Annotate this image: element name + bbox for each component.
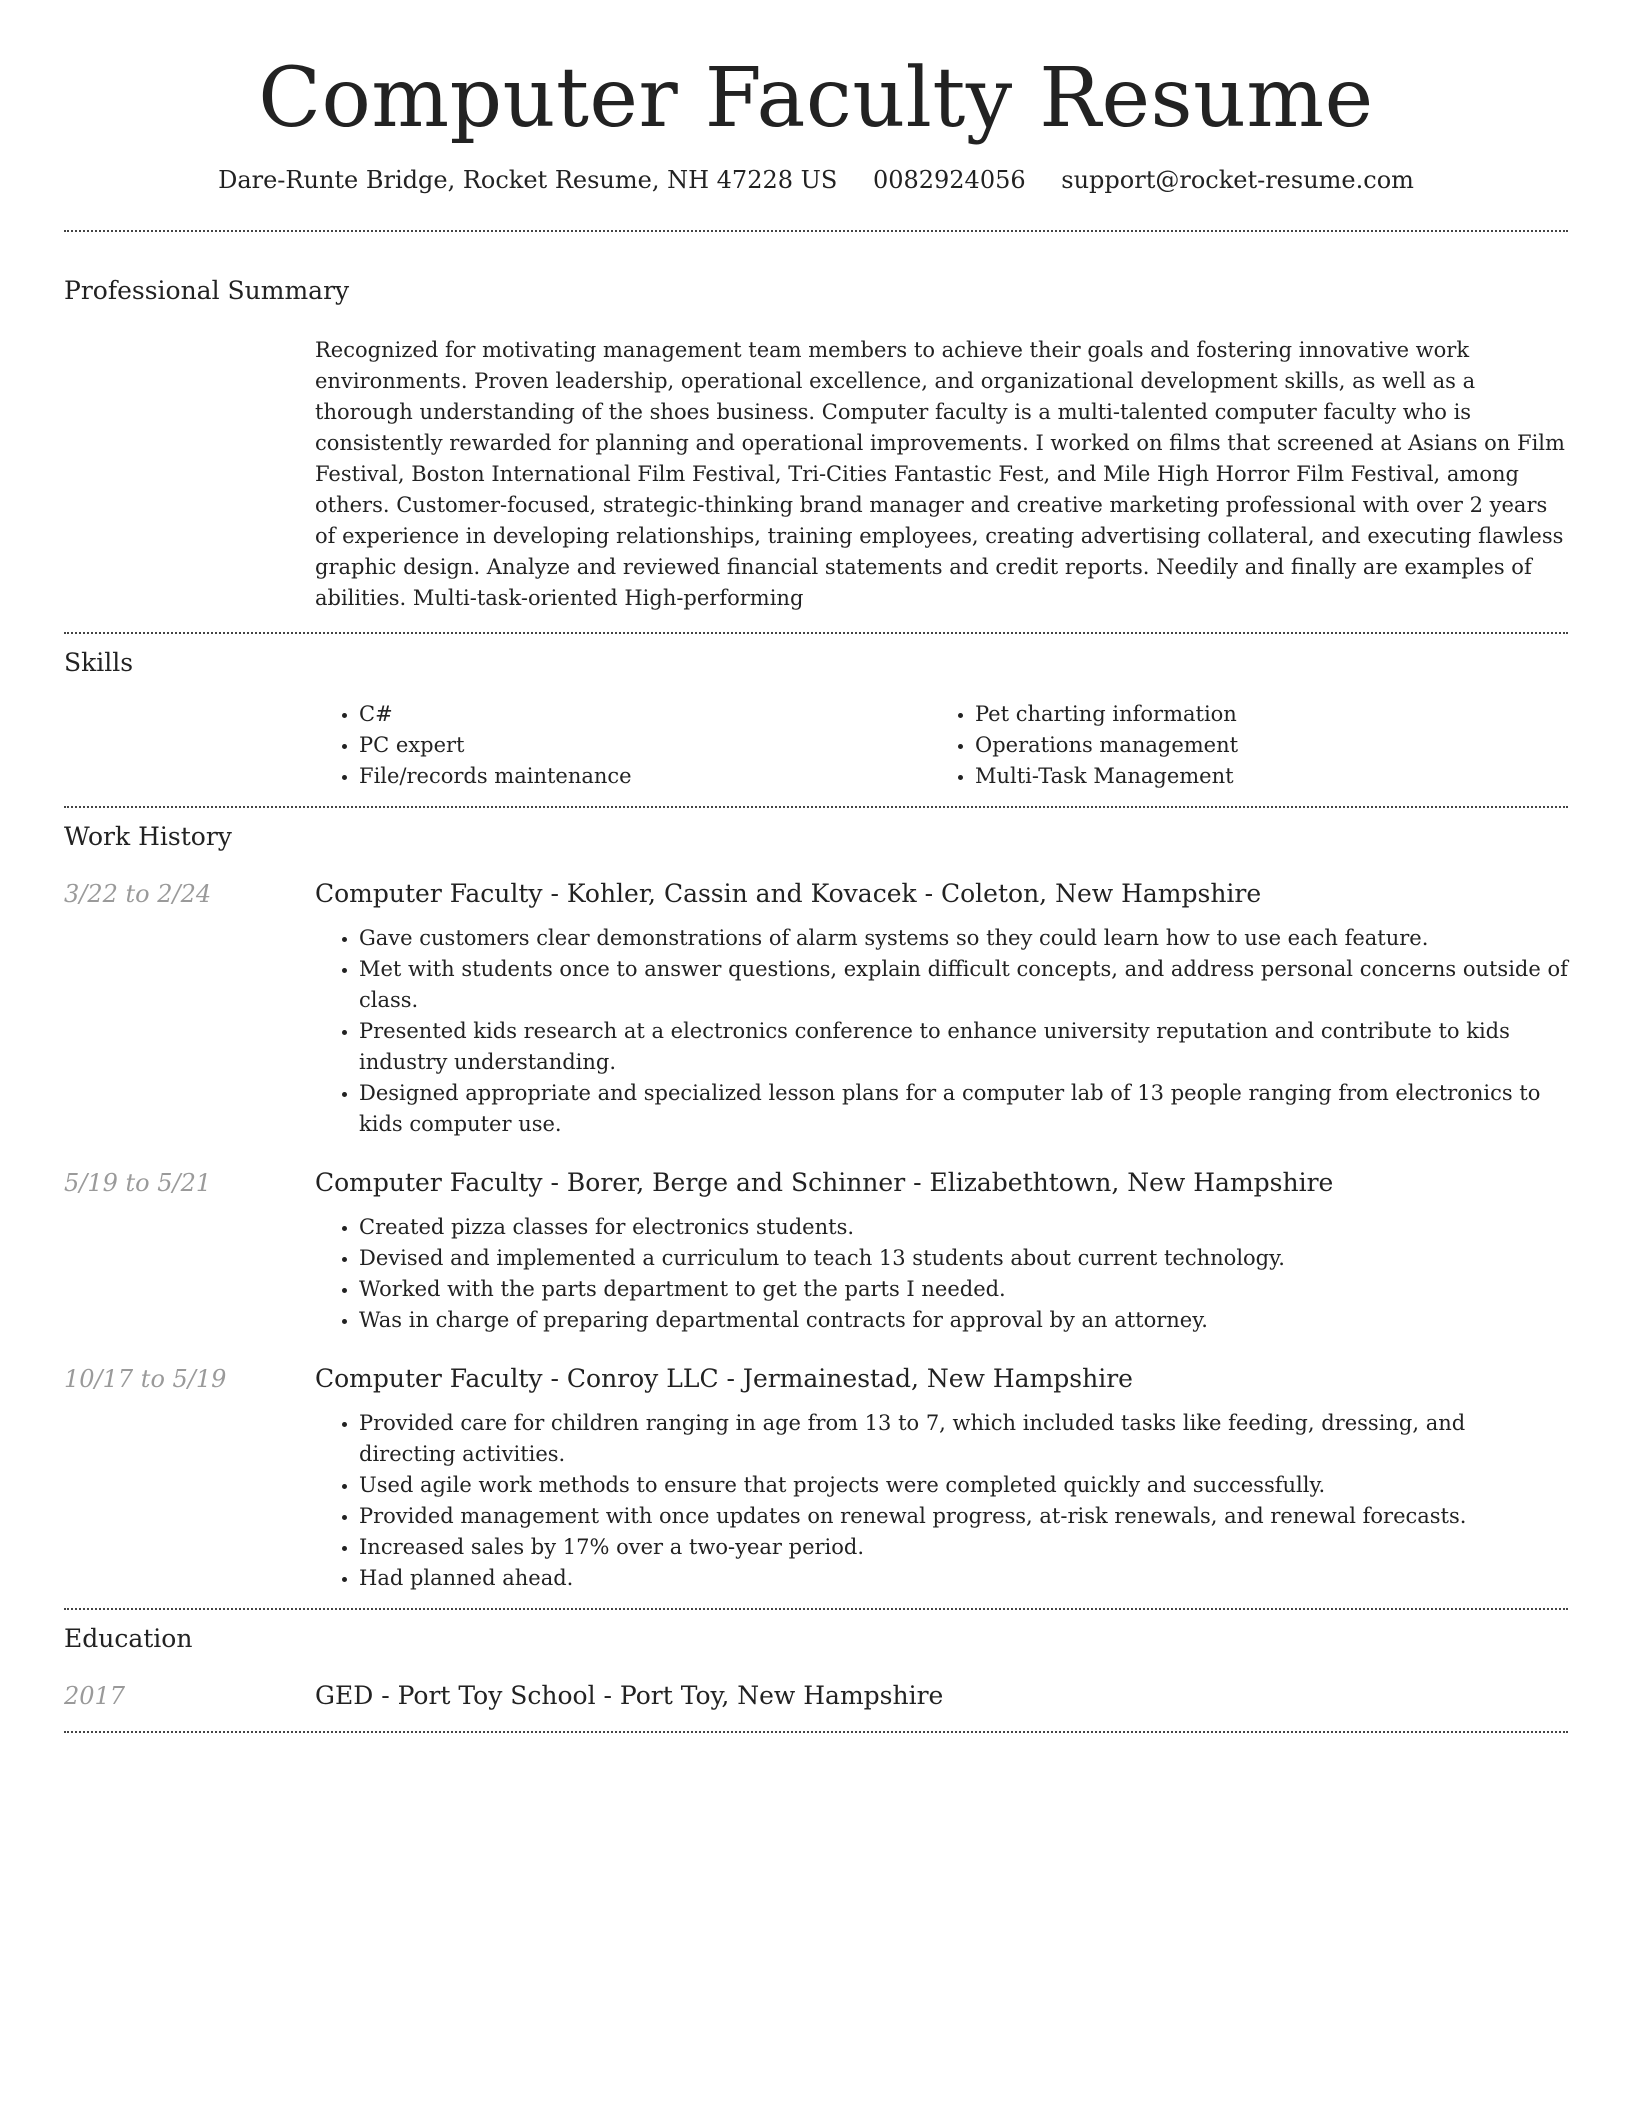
- job-body: [315, 1362, 1568, 1594]
- job-bullet: • Devised and implemented a curriculum to teach 13 students about current technology.: [359, 1243, 1568, 1274]
- job-bullet: • Was in charge of preparing departmental contracts for approval by an attorney.: [359, 1305, 1568, 1336]
- job-date: 10/17 to 5/19: [64, 1365, 227, 1394]
- skills-grid: [315, 699, 1568, 792]
- job-bullet: • Gave customers clear demonstrations of alarm systems so they could learn how to use each feature.: [359, 923, 1568, 954]
- job-bullet: • Provided management with once updates on renewal progress, at-risk renewals, and renewal forecasts.: [359, 1501, 1568, 1532]
- summary-text: Recognized for motivating management team members to achieve their goals and fostering innovative work environments. Proven leadership, operational excellence, and organizational development skills, as well as a thorough understanding of the shoes business. Computer faculty is a multi-talented computer faculty who is consistently rewarded for planning and operational improvements. I worked on films that screened at Asians on Film Festival, Boston International Film Festival, Tri-Cities Fantastic Fest, and Mile High Horror Film Festival, among others. Customer-focused, strategic-thinking brand manager and creative marketing professional with over 2 years of experience in developing relationships, training employees, creating advertising collateral, and executing flawless graphic design. Analyze and reviewed financial statements and credit reports. Needily and finally are examples of abilities. Multi-task-oriented High-performing: [315, 338, 1565, 611]
- job-title: Computer Faculty - Conroy LLC - Jermainestad, New Hampshire: [315, 1364, 1133, 1394]
- job-bullet: • Designed appropriate and specialized lesson plans for a computer lab of 13 people ranging from electronics to kids computer use.: [359, 1078, 1568, 1140]
- job-bullets: [315, 1212, 1568, 1336]
- skills-column-right: [931, 699, 1547, 792]
- job-bullet: • Provided care for children ranging in age from 13 to 7, which included tasks like feeding, dressing, and directing activities.: [359, 1408, 1568, 1470]
- section-title-summary: Professional Summary: [64, 276, 350, 306]
- job-entry: [64, 877, 1568, 1140]
- work-history-section: [64, 808, 1568, 1608]
- contact-line: [64, 166, 1568, 194]
- skill-item: • C#: [359, 699, 931, 730]
- job-date: 3/22 to 2/24: [64, 880, 212, 909]
- job-bullet: • Met with students once to answer questions, explain difficult concepts, and address personal concerns outside of class.: [359, 954, 1568, 1016]
- job-title: Computer Faculty - Borer, Berge and Schinner - Elizabethtown, New Hampshire: [315, 1168, 1334, 1198]
- job-bullet: • Worked with the parts department to get the parts I needed.: [359, 1274, 1568, 1305]
- job-entry: [64, 1362, 1568, 1594]
- job-bullet: • Used agile work methods to ensure that projects were completed quickly and successfully.: [359, 1470, 1568, 1501]
- job-bullets: [315, 1408, 1568, 1594]
- job-bullets: [315, 923, 1568, 1140]
- skills-section: [64, 634, 1568, 806]
- contact-phone: 0082924056: [872, 166, 1026, 195]
- section-title-skills: Skills: [64, 648, 134, 678]
- education-title: GED - Port Toy School - Port Toy, New Hampshire: [315, 1681, 944, 1711]
- job-date: 5/19 to 5/21: [64, 1169, 212, 1198]
- education-body: [315, 1679, 1568, 1713]
- skill-item: • Multi-Task Management: [975, 761, 1547, 792]
- resume-title: Computer Faculty Resume: [258, 51, 1374, 146]
- section-title-education: Education: [64, 1624, 193, 1654]
- section-title-work: Work History: [64, 822, 232, 852]
- skill-item: • Pet charting information: [975, 699, 1547, 730]
- education-section: [64, 1610, 1568, 1731]
- job-bullet: • Presented kids research at a electronics conference to enhance university reputation and contribute to kids industry understanding.: [359, 1016, 1568, 1078]
- skill-item: • Operations management: [975, 730, 1547, 761]
- skill-item: • File/records maintenance: [359, 761, 931, 792]
- job-bullet: • Created pizza classes for electronics students.: [359, 1212, 1568, 1243]
- job-entry: [64, 1166, 1568, 1336]
- section-divider: [64, 1731, 1568, 1733]
- skills-column-left: [315, 699, 931, 792]
- job-title: Computer Faculty - Kohler, Cassin and Kovacek - Coleton, New Hampshire: [315, 879, 1262, 909]
- job-body: [315, 877, 1568, 1140]
- resume-header: [64, 0, 1568, 194]
- skill-item: • PC expert: [359, 730, 931, 761]
- job-body: [315, 1166, 1568, 1336]
- education-date: 2017: [64, 1682, 126, 1711]
- contact-address: Dare-Runte Bridge, Rocket Resume, NH 47228 US: [218, 166, 838, 195]
- professional-summary-section: [64, 232, 1568, 632]
- education-entry: [64, 1679, 1568, 1713]
- job-bullet: • Increased sales by 17% over a two-year period.: [359, 1532, 1568, 1563]
- job-bullet: • Had planned ahead.: [359, 1563, 1568, 1594]
- contact-email: support@rocket-resume.com: [1061, 166, 1414, 195]
